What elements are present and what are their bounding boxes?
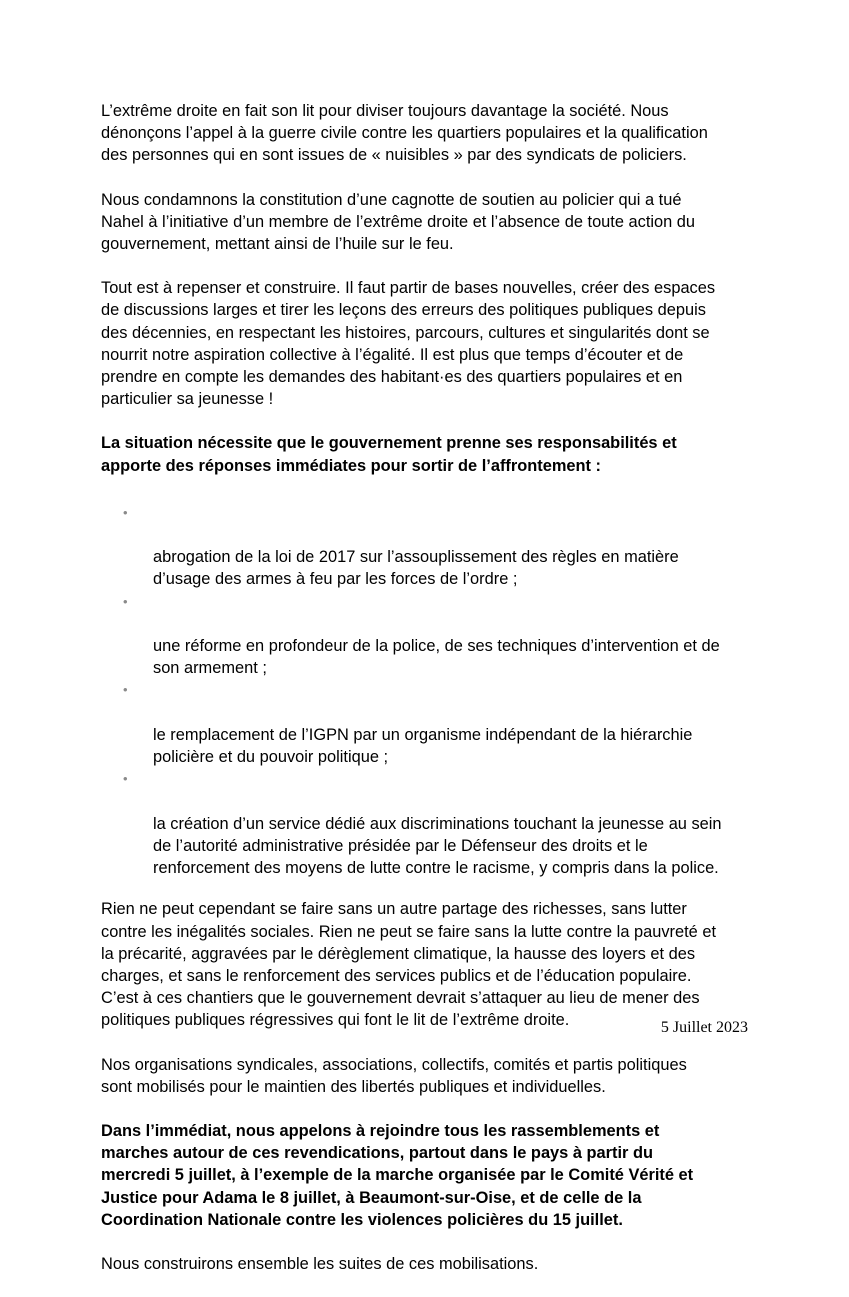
demand-text: abrogation de la loi de 2017 sur l’assouplissement des règles en matière d’usage des armes à feu par les forces de l’ordre ; xyxy=(153,548,679,589)
paragraph-partage-richesses: Rien ne peut cependant se faire sans un autre partage des richesses, sans lutter contre les inégalités sociales. Rien ne peut se faire sans la lutte contre la pauvreté et la précarité, aggravées par le dérèglement climatique, la hausse des loyers et des charges, et sans le renforcement des services publics et de l’éducation populaire. C’est à ces chantiers que le gouvernement devrait s’attaquer au lieu de mener des politiques publiques régressives qui font le lit de l’extrême droite. xyxy=(101,900,717,1030)
demand-item-reforme xyxy=(101,591,753,680)
demand-item-service xyxy=(101,768,753,879)
bullet-icon: • xyxy=(123,504,128,520)
closing-sentence: Nous construirons ensemble les suites de ces mobilisations. xyxy=(101,1254,539,1273)
paragraph-extreme-droite: L’extrême droite en fait son lit pour diviser toujours davantage la société. Nous dénonçons l’appel à la guerre civile contre les quartiers populaires et la qualification des personnes qui en sont issues de « nuisibles » par des syndicats de policiers. xyxy=(101,102,708,165)
document-body xyxy=(101,100,753,1297)
bullet-icon: • xyxy=(123,771,128,787)
demand-item-abrogation xyxy=(101,502,753,591)
demand-text: le remplacement de l’IGPN par un organisme indépendant de la hiérarchie policière et du pouvoir politique ; xyxy=(153,725,693,767)
paragraph-repenser: Tout est à repenser et construire. Il faut partir de bases nouvelles, créer des espaces de discussions larges et tirer les leçons des erreurs des politiques publiques depuis des décennies, en respectant les histoires, parcours, cultures et singularités dont se nourrit notre aspiration collective à l’égalité. Il est plus que temps d’écouter et de prendre en compte les demandes des habitant·es des quartiers populaires et en particulier sa jeunesse ! xyxy=(101,279,716,409)
demand-text: la création d’un service dédié aux discriminations touchant la jeunesse au sein de l’autorité administrative présidée par le Défenseur des droits et le renforcement des moyens de lutte contre le racisme, y compris dans la police. xyxy=(153,814,722,878)
paragraph-organisations: Nos organisations syndicales, associations, collectifs, comités et partis politiques sont mobilisés pour le maintien des libertés publiques et individuelles. xyxy=(101,1055,687,1096)
call-to-action: Dans l’immédiat, nous appelons à rejoindre tous les rassemblements et marches autour de ces revendications, partout dans le pays à partir du mercredi 5 juillet, à l’exemple de la marche organisée par le Comité Vérité et Justice pour Adama le 8 juillet, à Beaumont-sur-Oise, et de celle de la Coordination Nationale contre les violences policières du 15 juillet. xyxy=(101,1121,694,1229)
demand-item-igpn xyxy=(101,679,753,768)
demands-list xyxy=(101,502,753,879)
bullet-icon: • xyxy=(123,593,128,609)
document-date: 5 Juillet 2023 xyxy=(660,1019,748,1036)
bullet-icon: • xyxy=(123,682,128,698)
paragraph-cagnotte: Nous condamnons la constitution d’une cagnotte de soutien au policier qui a tué Nahel à l’initiative d’un membre de l’extrême droite et l’absence de toute action du gouvernement, mettant ainsi de l’huile sur le feu. xyxy=(101,190,696,254)
demand-text: une réforme en profondeur de la police, de ses techniques d’intervention et de son armement ; xyxy=(153,637,720,678)
demands-intro: La situation nécessite que le gouvernement prenne ses responsabilités et apporte des réponses immédiates pour sortir de l’affrontement : xyxy=(101,434,677,475)
